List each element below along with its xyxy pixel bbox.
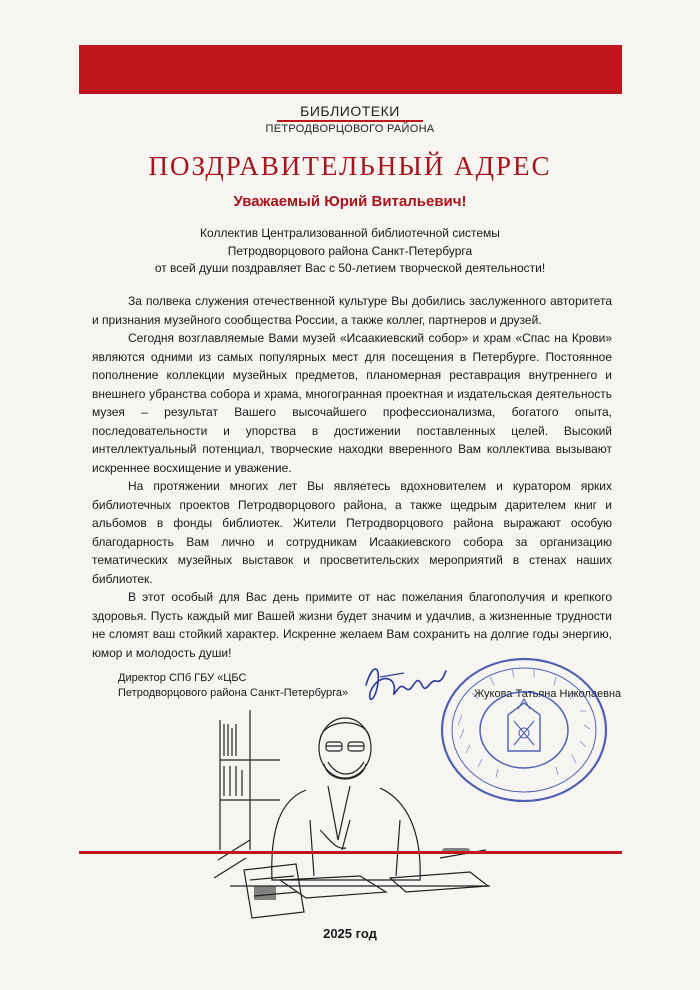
intro-line: Коллектив Централизованной библиотечной системы <box>200 226 500 240</box>
year: 2025 год <box>323 926 377 941</box>
signatory-position-line: Директор СПб ГБУ «ЦБС <box>118 672 247 684</box>
top-red-band <box>79 45 622 94</box>
body-paragraph: За полвека служения отечественной культуре Вы добились заслуженного авторитета и признания музейного сообщества России, а также коллег, партнеров и друзей. <box>92 294 612 327</box>
intro-block <box>0 225 700 278</box>
signatory-name: Жукова Татьяна Николаевна <box>474 688 622 700</box>
intro-line: Петродворцового района Санкт-Петербурга <box>227 243 473 258</box>
body-text <box>92 292 612 662</box>
signatory-position-line: Петродворцового района Санкт-Петербурга» <box>118 687 349 699</box>
body-paragraph: На протяжении многих лет Вы являетесь вдохновителем и куратором ярких библиотечных проектов Петродворцового района, а также щедрым дарителем книг и альбомов в фонды библиотек. Жители Петродворцового района выражают особую благодарность Вам лично и сотрудникам Исаакиевского собора за организацию тематических музейных выставок и просветительских мероприятий в стенах наших библиотек. <box>92 479 612 586</box>
logo-line-1: БИБЛИОТЕКИ <box>300 103 400 119</box>
portrait-sketch-illustration <box>210 700 500 925</box>
salutation: Уважаемый Юрий Витальевич! <box>233 193 467 210</box>
bottom-red-rule <box>79 851 622 854</box>
intro-line: от всей души поздравляет Вас с 50-летием творческой деятельности! <box>154 261 546 275</box>
body-paragraph: Сегодня возглавляемые Вами музей «Исаакиевский собор» и храм «Спас на Крови» являются одними из самых популярных мест для посещения в Петербурге. Постоянное пополнение коллекции музейных предметов, планомерная реставрация внутреннего и внешнего убранства собора и храма, многогранная проектная и издательская деятельность музея – результат Вашего высочайшего профессионализма, богатого опыта, последовательности и упорства в достижении поставленных целей. Высокий интеллектуальный потенциал, творческие находки вверенного Вам коллектива вызывают искреннее восхищение и уважение. <box>92 331 612 475</box>
logo-red-bar <box>277 120 423 122</box>
document-title: ПОЗДРАВИТЕЛЬНЫЙ АДРЕС <box>148 151 552 181</box>
logo-line-2: ПЕТРОДВОРЦОВОГО РАЙОНА <box>265 123 435 135</box>
library-logo <box>0 104 700 135</box>
body-paragraph: В этот особый для Вас день примите от нас пожелания благополучия и крепкого здоровья. Пусть каждый миг Вашей жизни будет значим и удачлив, а жизненные трудности не сломят ваш стойкий характер. Искренне желаем Вам сохранить на долгие годы энергию, юмор и молодость души! <box>92 590 612 660</box>
signatory-position <box>118 671 348 701</box>
